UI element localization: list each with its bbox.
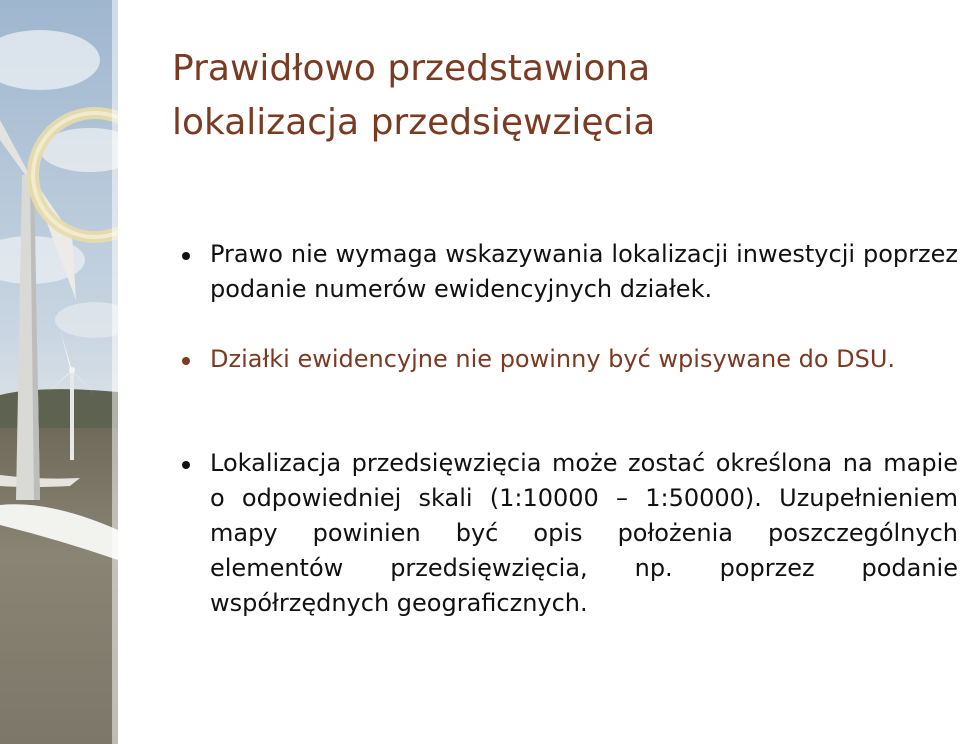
- slide-title-line-1: Prawidłowo przedstawiona: [172, 48, 651, 89]
- bullet-item-3: Lokalizacja przedsięwzięcia może zostać określona na mapie o odpowiedniej skali (1:10000 – 1:50000). Uzupełnieniem mapy powinien być opis położenia poszczególnych elementów przedsięwzięcia, np. poprzez podanie współrzędnych geograficznych.: [210, 446, 958, 621]
- slide-title-line-2: lokalizacja przedsięwzięcia: [172, 102, 656, 143]
- slide-title: [172, 42, 932, 150]
- wind-turbines-photo: [0, 0, 118, 744]
- bullet-item-1: Prawo nie wymaga wskazywania lokalizacji inwestycji poprzez podanie numerów ewidencyjnych działek.: [210, 237, 958, 307]
- wind-turbines-photo-graphic: [0, 0, 118, 744]
- bullet-item-2: Działki ewidencyjne nie powinny być wpisywane do DSU.: [210, 342, 958, 377]
